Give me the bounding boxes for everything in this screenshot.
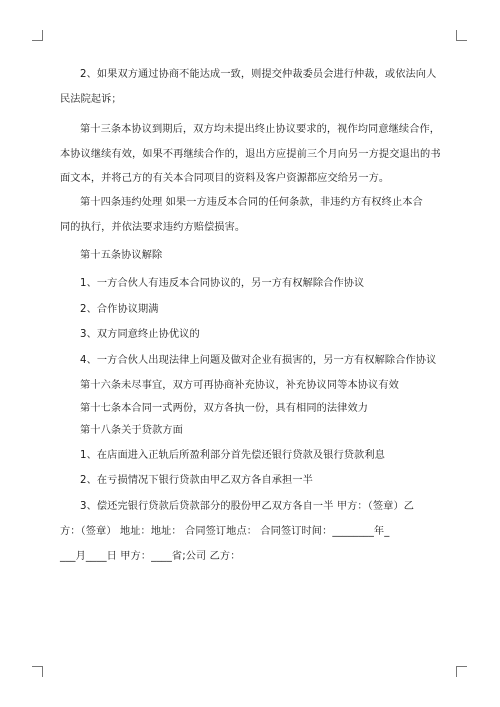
text-line: 3、双方同意终止协优议的 [80,329,200,340]
text-line: 2、在亏损情况下银行贷款由甲乙双方各自承担一半 [80,475,313,486]
text-line: 第十六条未尽事宜，双方可再协商补充协议，补充协议同等本协议有效 [80,380,399,391]
crop-mark-bottom-right [456,666,467,677]
crop-mark-bottom-left [32,666,43,677]
text-line: 1、一方合伙人有违反本合同协议的，另一方有权解除合作协议 [80,278,365,289]
text-line: 第十三条本协议到期后，双方均未提出终止协议要求的，视作均同意继续合作， [80,124,441,135]
text-line: 面文本，并将己方的有关本合同项目的资料及客户资源都应交给另一方。 [60,173,390,184]
section-heading: 第十五条协议解除 [80,250,163,261]
text-line: 第十七条本合同一式两份，双方各执一份，具有相同的法律效力 [80,403,369,414]
text-line: 4、一方合伙人出现法律上问题及做对企业有损害的，另一方有权解除合作协议 [80,355,437,366]
text-line: 民法院起诉； [60,94,122,105]
section-heading: 第十八条关于贷款方面 [80,425,183,436]
text-line: 1、在店面进入正轨后所盈利部分首先偿还银行贷款及银行贷款利息 [80,450,385,461]
text-line: 方：（签章） 地址：地址： 合同签订地点： 合同签订时间：________年_ [60,526,390,537]
crop-mark-top-left [32,30,43,41]
text-line: 第十四条违约处理 如果一方违反本合同的任何条款，非违约方有权终止本合 [80,197,423,208]
text-line: 同的执行，并依法要求违约方赔偿损害。 [60,222,246,233]
text-line: 3、偿还完银行贷款后贷款部分的股份甲乙双方各自一半 甲方：（签章）乙 [80,501,415,512]
text-line: 2、合作协议期满 [80,304,159,315]
crop-mark-top-right [456,30,467,41]
text-line: ___月____日 甲方：____省;公司 乙方： [60,551,241,562]
text-line: 本协议继续有效，如果不再继续合作的，退出方应提前三个月向另一方提交退出的书 [60,149,441,160]
text-line: 2、如果双方通过协商不能达成一致，则提交仲裁委员会进行仲裁，或依法向人 [80,69,437,80]
